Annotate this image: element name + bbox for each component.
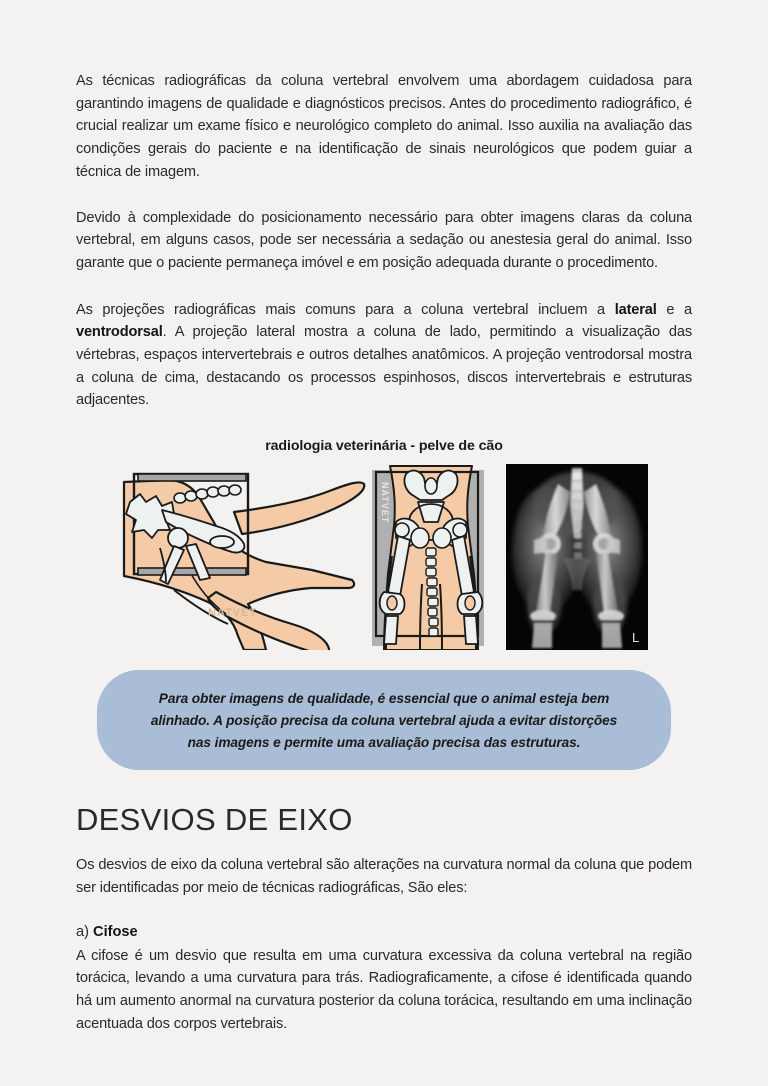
projections-text-2: e a (656, 301, 692, 318)
figure-row (76, 464, 692, 654)
term-ventrodorsal: ventrodorsal (76, 324, 163, 341)
figure-pelvis-radiograph (506, 464, 648, 650)
subsection-a-title: Cifose (93, 923, 138, 940)
vd-watermark: NATVET (380, 482, 390, 524)
projections-text-3: . A projeção lateral mostra a coluna de lado, permitindo a visualização das vértebras, espaços intervertebrais e outros detalhes anatômicos. A projeção ventrodorsal mostra a coluna de cima, destacando os processos espinhosos, discos intervertebrais e estruturas adjacentes. (76, 324, 692, 409)
subsection-a-marker: a) (76, 923, 89, 940)
projections-text-1: As projeções radiográficas mais comuns para a coluna vertebral incluem a (76, 301, 615, 318)
figure-lateral-positioning (116, 464, 366, 650)
callout-text: Para obter imagens de qualidade, é essencial que o animal esteja bem alinhado. A posição precisa da coluna vertebral ajuda a evitar distorções nas imagens e permite uma avaliação precisa das estruturas. (150, 691, 618, 751)
figure-caption: radiologia veterinária - pelve de cão (265, 438, 503, 455)
paragraph-projections (76, 275, 692, 413)
paragraph-section-intro: Os desvios de eixo da coluna vertebral são alterações na curvatura normal da coluna que podem ser identificadas por meio de técnicas radiográficas, São eles: (76, 857, 692, 896)
lateral-watermark: NATVET (208, 607, 258, 620)
highlight-callout (97, 670, 671, 770)
xray-side-marker-L: L (632, 630, 640, 646)
subsection-a-label (76, 900, 692, 943)
paragraph-cifose: A cifose é um desvio que resulta em uma curvatura excessiva da coluna vertebral na região torácica, levando a uma curvatura para trás. Radiograficamente, a cifose é identificada quando há um aumento anormal na curvatura posterior da coluna torácica, resultando em uma inclinação acentuada dos corpos vertebrais. (76, 947, 692, 1032)
section-heading: DESVIOS DE EIXO (76, 802, 353, 838)
term-lateral: lateral (614, 301, 657, 318)
paragraph-sedation: Devido à complexidade do posicionamento necessário para obter imagens claras da coluna vertebral, em alguns casos, pode ser necessária a sedação ou anestesia geral do animal. Isso garante que o paciente permaneça imóvel e em posição adequada durante o procedimento. (76, 209, 692, 271)
paragraph-intro: As técnicas radiográficas da coluna vertebral envolvem uma abordagem cuidadosa para garantindo imagens de qualidade e diagnósticos precisos. Antes do procedimento radiográfico, é crucial realizar um exame físico e neurológico completo do animal. Isso auxilia na avaliação das condições gerais do paciente e na identificação de sinais neurológicos que podem guiar a técnica de imagem. (76, 73, 692, 180)
figure-ventrodorsal-positioning (366, 464, 496, 650)
